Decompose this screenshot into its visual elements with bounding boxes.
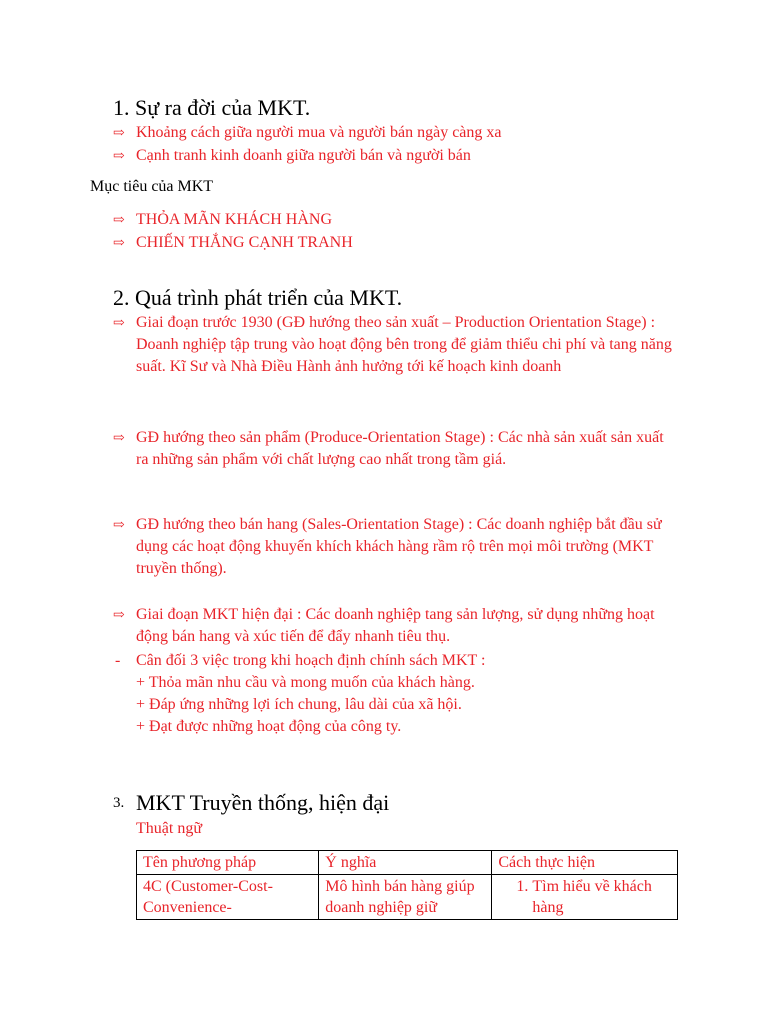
arrow-bullet-icon: ⇨: [113, 126, 125, 141]
section-1-item: Khoảng cách giữa người mua và người bán ngày càng xa: [136, 124, 502, 141]
table-header-row: [137, 851, 678, 875]
section-1-item: Cạnh tranh kinh doanh giữa người bán và người bán: [136, 147, 471, 164]
section-3-heading: MKT Truyền thống, hiện đại: [136, 790, 390, 815]
balance-title: Cân đối 3 việc trong khi hoạch định chính sách MKT :: [136, 652, 486, 669]
balance-item: + Đạt được những hoạt động của công ty.: [136, 718, 402, 735]
table-cell-method: 4C (Customer-Cost-Convenience-: [137, 875, 319, 920]
arrow-bullet-icon: ⇨: [113, 213, 125, 228]
steps-list: [498, 876, 671, 918]
section-1-heading: 1. Sự ra đời của MKT.: [113, 95, 311, 120]
arrow-bullet-icon: ⇨: [113, 149, 125, 164]
table-header-cell: Ý nghĩa: [319, 851, 492, 875]
goals-label: Mục tiêu của MKT: [90, 178, 214, 195]
table-row: [137, 875, 678, 920]
stage-item: GĐ hướng theo bán hang (Sales-Orientation Stage) : Các doanh nghiệp bắt đầu sử dụng các hoạt động khuyến khích khách hàng rầm rộ trên mọi môi trường (MKT truyền thống).: [136, 516, 662, 577]
section-3-number: 3.: [113, 795, 125, 811]
step-item: 1. Tìm hiểu về khách hàng: [532, 876, 671, 918]
arrow-bullet-icon: ⇨: [113, 608, 125, 623]
table-cell-meaning: Mô hình bán hàng giúp doanh nghiệp giữ: [319, 875, 492, 920]
balance-item: + Thỏa mãn nhu cầu và mong muốn của khách hàng.: [136, 674, 475, 691]
arrow-bullet-icon: ⇨: [113, 316, 125, 331]
balance-item: + Đáp ứng những lợi ích chung, lâu dài của xã hội.: [136, 696, 462, 713]
stage-item: Giai đoạn trước 1930 (GĐ hướng theo sản xuất – Production Orientation Stage) : Doanh nghiệp tập trung vào hoạt động bên trong để giảm thiểu chi phí và tang năng suất. Kĩ Sư và Nhà Điều Hành ảnh hưởng tới kế hoạch kinh doanh: [136, 314, 672, 375]
arrow-bullet-icon: ⇨: [113, 431, 125, 446]
goal-item: THỎA MÃN KHÁCH HÀNG: [136, 211, 332, 228]
arrow-bullet-icon: ⇨: [113, 518, 125, 533]
goal-item: CHIẾN THẮNG CẠNH TRANH: [136, 234, 353, 251]
terms-subheading: Thuật ngữ: [136, 820, 202, 837]
section-2-heading: 2. Quá trình phát triển của MKT.: [113, 285, 403, 310]
table-header-cell: Cách thực hiện: [492, 851, 678, 875]
table-header-cell: Tên phương pháp: [137, 851, 319, 875]
terms-table: [136, 850, 678, 920]
stage-item: GĐ hướng theo sản phẩm (Produce-Orientation Stage) : Các nhà sản xuất sản xuất ra những sản phẩm với chất lượng cao nhất trong tầm giá.: [136, 429, 664, 468]
arrow-bullet-icon: ⇨: [113, 236, 125, 251]
stage-item: Giai đoạn MKT hiện đại : Các doanh nghiệp tang sản lượng, sử dụng những hoạt động bán hang và xúc tiến để đẩy nhanh tiêu thụ.: [136, 606, 655, 645]
balance-dash: -: [115, 652, 121, 669]
table-cell-steps: [492, 875, 678, 920]
